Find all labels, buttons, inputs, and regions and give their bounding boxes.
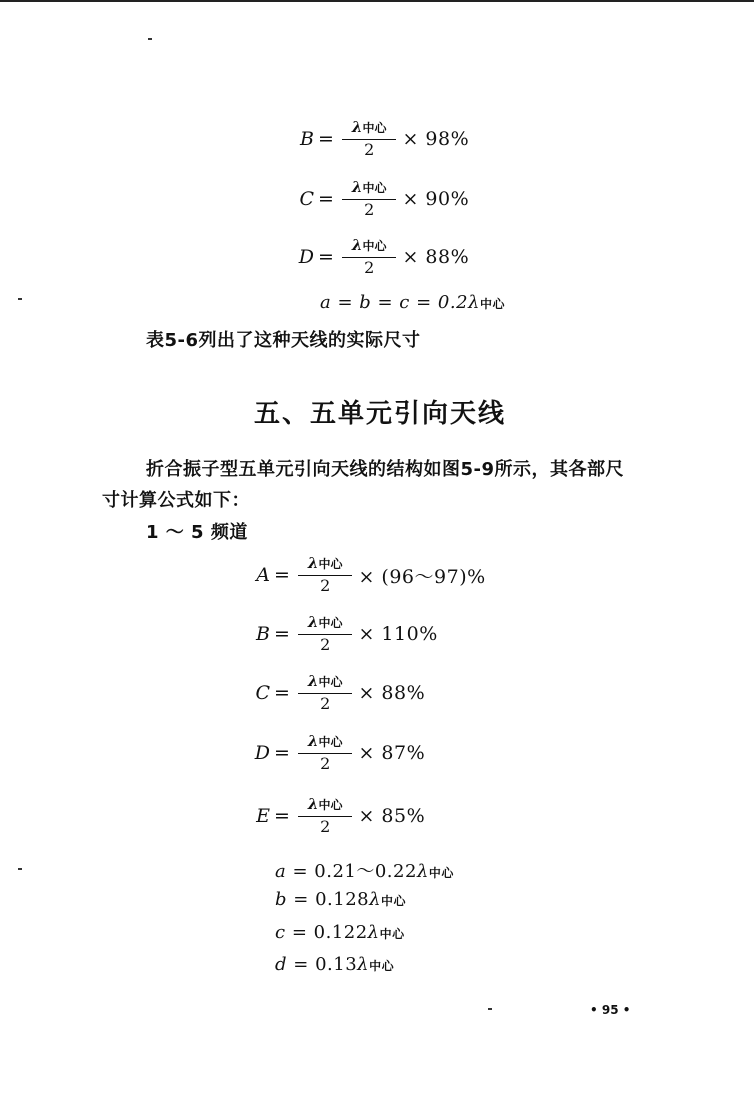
fraction: $\frac{\text{λ中心}}{2}$: [298, 672, 353, 714]
scan-speck: [148, 38, 152, 40]
dim-b: b = 0.128λ中心: [275, 889, 407, 910]
formula-d-top: D = $\frac{\text{λ中心}}{2}$ × 88%: [298, 236, 470, 277]
table-note: 表5-6列出了这种天线的实际尺寸: [146, 330, 421, 351]
dim-d: d = 0.13λ中心: [275, 954, 395, 975]
formula-c-top: C = $\frac{\text{λ中心}}{2}$ × 90%: [299, 178, 470, 219]
formula-a: A = $\frac{\text{λ中心}}{2}$ × (96～97)%: [256, 554, 486, 595]
page-number: • 95 •: [590, 1003, 631, 1017]
formula-b-top: B = $\frac{\text{λ中心}}{2}$ × 98%: [300, 118, 470, 159]
scan-speck: [488, 1008, 492, 1010]
dim-c: c = 0.122λ中心: [275, 922, 405, 943]
formula-c: C = $\frac{\text{λ中心}}{2}$ × 88%: [255, 672, 426, 713]
formula-d: D = $\frac{\text{λ中心}}{2}$ × 87%: [254, 732, 426, 773]
dim-a: a = 0.21～0.22λ中心: [275, 861, 454, 882]
intro-paragraph-line2: 寸计算公式如下：: [102, 490, 250, 511]
channel-range: 1 ～ 5 频道: [146, 522, 248, 543]
fraction: $\frac{\text{λ中心}}{2}$: [298, 732, 353, 774]
formula-e: E = $\frac{\text{λ中心}}{2}$ × 85%: [256, 795, 426, 836]
intro-paragraph-line1: 折合振子型五单元引向天线的结构如图5-9所示，其各部尺: [146, 459, 625, 480]
scan-speck: [18, 868, 22, 870]
formula-b: B = $\frac{\text{λ中心}}{2}$ × 110%: [256, 613, 438, 654]
section-heading: 五、五单元引向天线: [254, 399, 507, 429]
fraction: $\frac{\text{λ中心}}{2}$: [342, 118, 397, 160]
fraction: $\frac{\text{λ中心}}{2}$: [298, 613, 353, 655]
fraction: $\frac{\text{λ中心}}{2}$: [298, 554, 353, 596]
top-border-rule: [0, 0, 754, 2]
scan-speck: [18, 298, 22, 300]
fraction: $\frac{\text{λ中心}}{2}$: [342, 178, 397, 220]
fraction: $\frac{\text{λ中心}}{2}$: [342, 236, 397, 278]
fraction: $\frac{\text{λ中心}}{2}$: [298, 795, 353, 837]
formula-abc: a = b = c = 0.2λ中心: [320, 292, 505, 313]
